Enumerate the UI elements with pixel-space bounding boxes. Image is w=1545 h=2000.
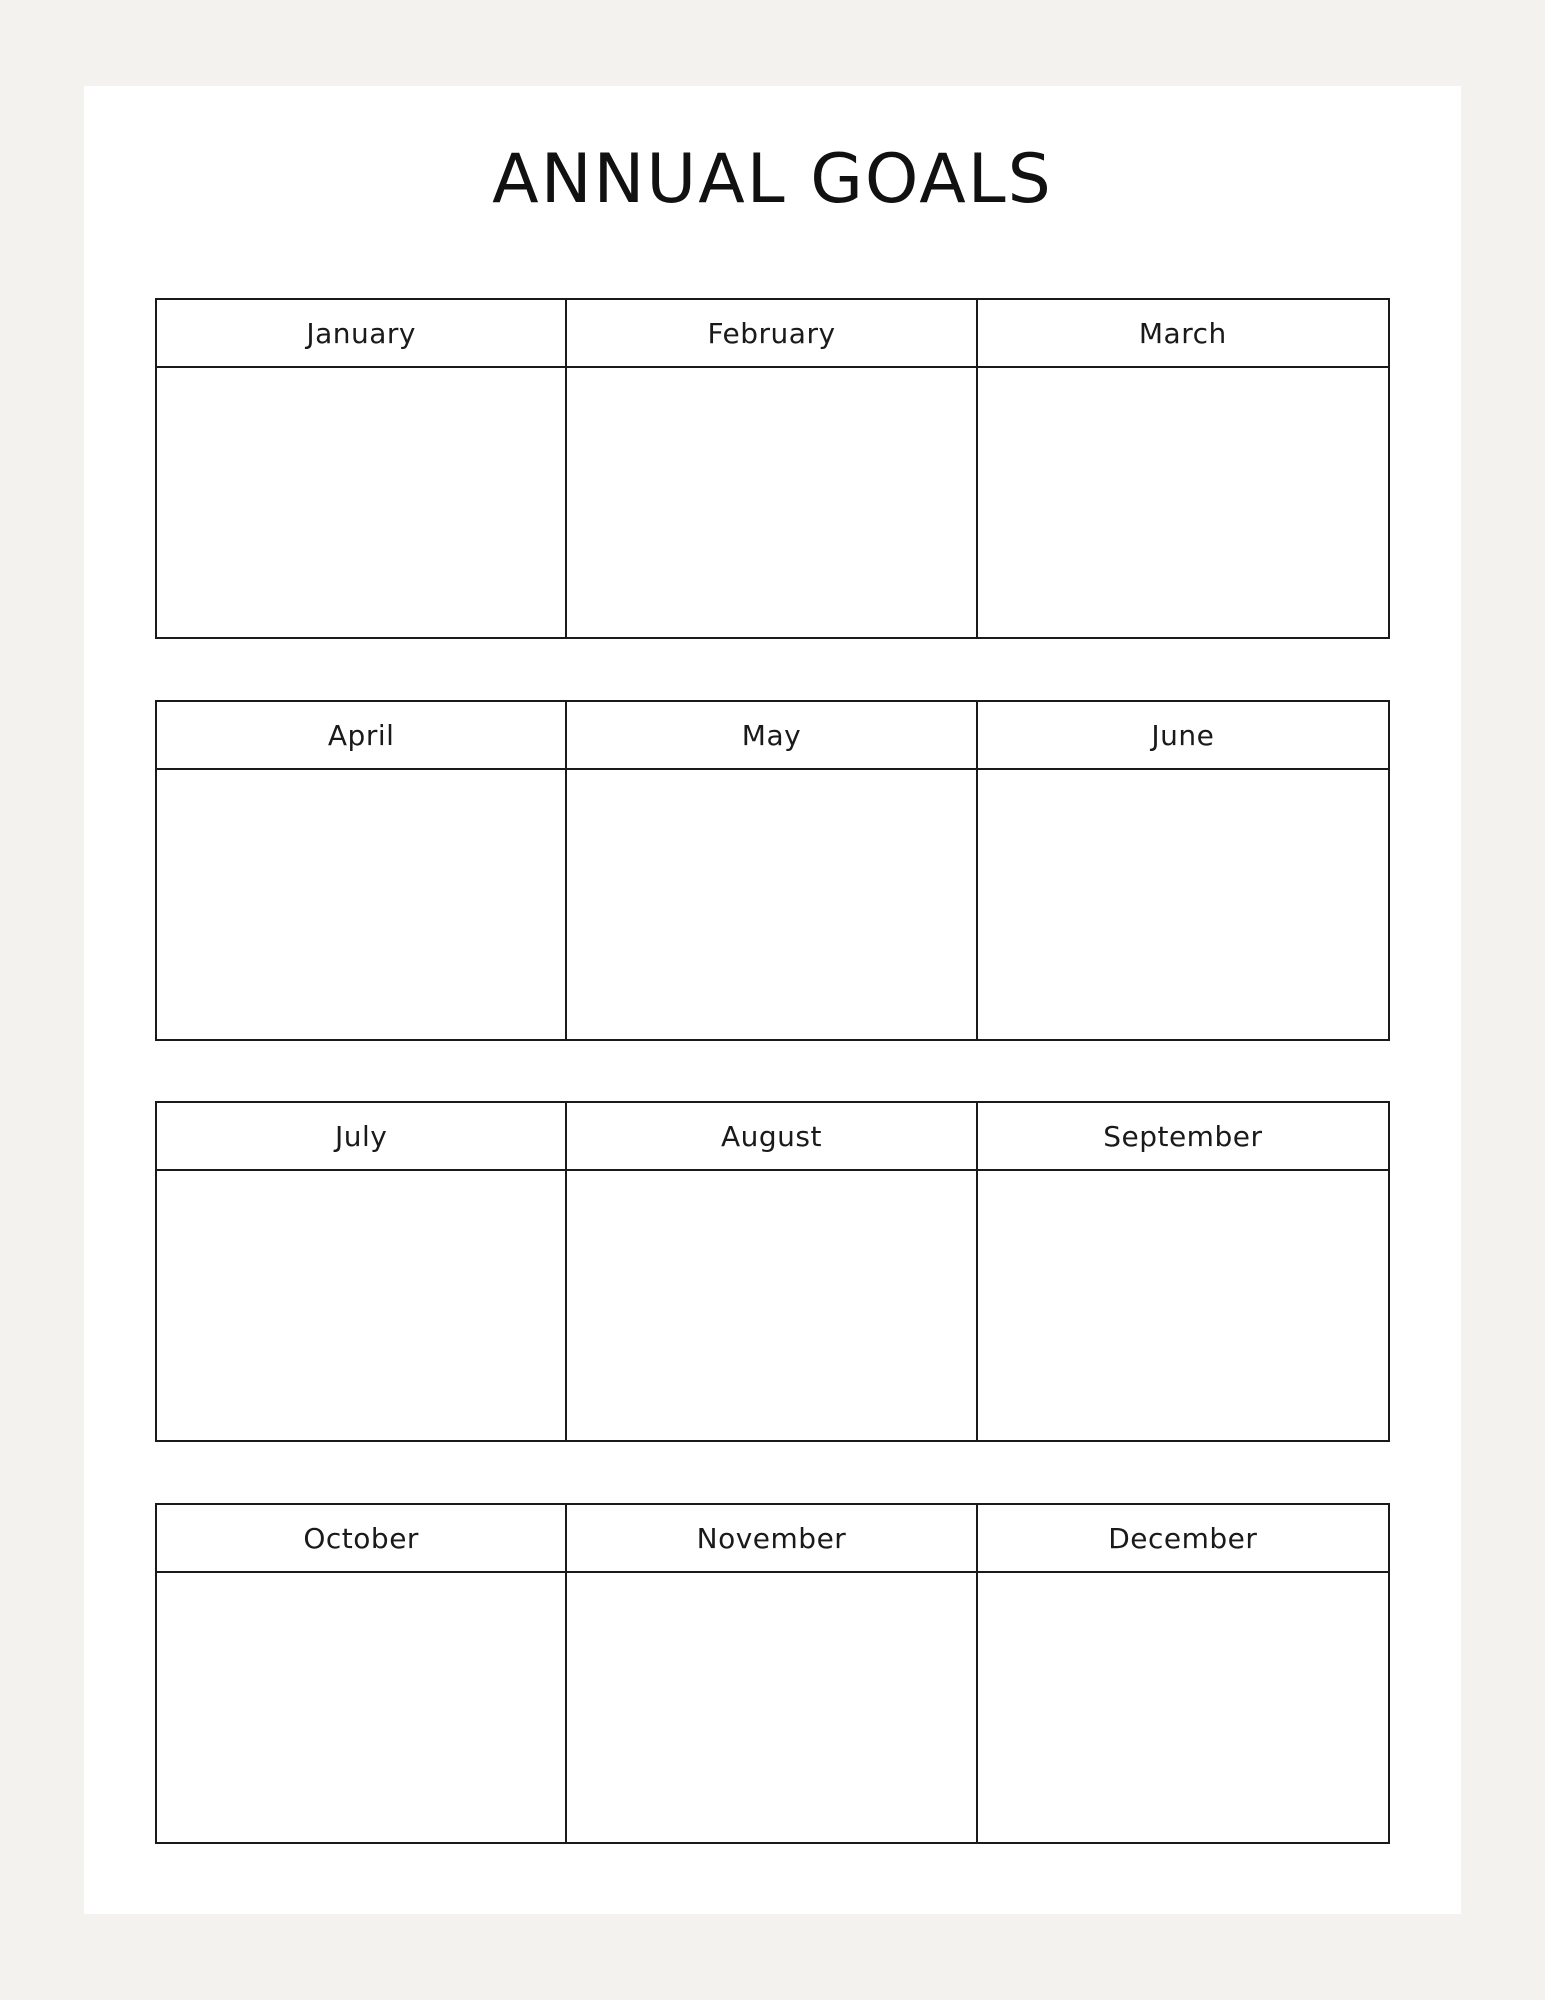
quarter-1-grid xyxy=(155,298,1390,639)
goal-area-january[interactable] xyxy=(157,368,567,637)
goal-area-march[interactable] xyxy=(978,368,1388,637)
month-header-march: March xyxy=(978,300,1388,368)
goal-area-june[interactable] xyxy=(978,770,1388,1039)
month-header-june: June xyxy=(978,702,1388,770)
month-header-january: January xyxy=(157,300,567,368)
month-header-april: April xyxy=(157,702,567,770)
quarter-4-grid xyxy=(155,1503,1390,1844)
month-header-february: February xyxy=(567,300,977,368)
goal-area-may[interactable] xyxy=(567,770,977,1039)
quarter-2-grid xyxy=(155,700,1390,1041)
goal-area-december[interactable] xyxy=(978,1573,1388,1842)
goal-area-july[interactable] xyxy=(157,1171,567,1440)
page-title: ANNUAL GOALS xyxy=(492,140,1053,219)
goal-area-november[interactable] xyxy=(567,1573,977,1842)
goal-area-september[interactable] xyxy=(978,1171,1388,1440)
goal-area-october[interactable] xyxy=(157,1573,567,1842)
goal-area-february[interactable] xyxy=(567,368,977,637)
month-header-october: October xyxy=(157,1505,567,1573)
month-header-august: August xyxy=(567,1103,977,1171)
month-header-july: July xyxy=(157,1103,567,1171)
month-header-december: December xyxy=(978,1505,1388,1573)
planner-page xyxy=(84,86,1461,1914)
month-header-may: May xyxy=(567,702,977,770)
goal-area-april[interactable] xyxy=(157,770,567,1039)
goal-area-august[interactable] xyxy=(567,1171,977,1440)
month-header-september: September xyxy=(978,1103,1388,1171)
quarter-3-grid xyxy=(155,1101,1390,1442)
month-header-november: November xyxy=(567,1505,977,1573)
